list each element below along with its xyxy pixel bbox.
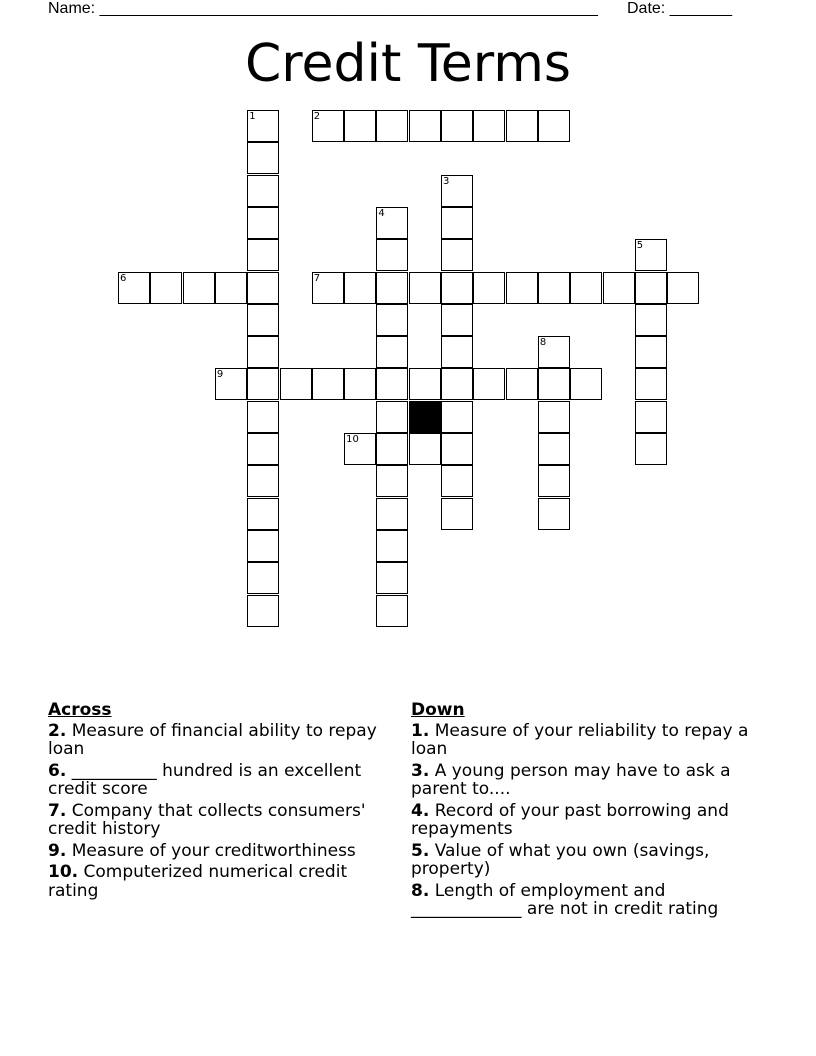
grid-cell[interactable]	[376, 562, 408, 594]
grid-cell[interactable]	[538, 465, 570, 497]
clue-number: 3	[443, 175, 450, 187]
across-heading: Across	[48, 700, 112, 720]
grid-cell[interactable]	[344, 368, 376, 400]
clue-down-4: 4. Record of your past borrowing and repayments	[411, 800, 729, 839]
grid-cell[interactable]	[376, 368, 408, 400]
grid-cell[interactable]	[473, 368, 505, 400]
grid-cell[interactable]	[538, 433, 570, 465]
grid-cell[interactable]	[376, 304, 408, 336]
grid-cell[interactable]	[635, 304, 667, 336]
grid-cell[interactable]	[635, 336, 667, 368]
grid-cell[interactable]	[247, 272, 279, 304]
down-clues	[411, 701, 761, 922]
grid-cell[interactable]	[441, 433, 473, 465]
grid-cell[interactable]	[538, 368, 570, 400]
grid-cell[interactable]	[247, 304, 279, 336]
grid-cell[interactable]	[409, 433, 441, 465]
clue-number: 2	[313, 111, 321, 122]
grid-cell[interactable]	[441, 207, 473, 239]
clue-down-5: 5. Value of what you own (savings, property)	[411, 840, 710, 879]
grid-cell[interactable]	[538, 336, 570, 368]
grid-cell[interactable]	[441, 336, 473, 368]
black-square	[409, 401, 441, 433]
grid-cell[interactable]	[635, 239, 667, 271]
grid-cell[interactable]	[247, 110, 279, 142]
grid-cell[interactable]	[635, 433, 667, 465]
grid-cell[interactable]	[247, 498, 279, 530]
grid-cell[interactable]	[344, 272, 376, 304]
grid-cell[interactable]	[247, 433, 279, 465]
name-field[interactable]: Name: ________________________________________________________	[48, 0, 598, 17]
grid-cell[interactable]	[376, 465, 408, 497]
grid-cell[interactable]	[409, 368, 441, 400]
grid-cell[interactable]	[667, 272, 699, 304]
grid-cell[interactable]	[538, 401, 570, 433]
grid-cell[interactable]	[506, 368, 538, 400]
grid-cell[interactable]	[441, 368, 473, 400]
grid-cell[interactable]	[570, 272, 602, 304]
grid-cell[interactable]	[376, 272, 408, 304]
grid-cell[interactable]	[409, 272, 441, 304]
grid-cell[interactable]	[215, 368, 247, 400]
clue-number: 9	[216, 369, 224, 381]
grid-cell[interactable]	[247, 465, 279, 497]
grid-cell[interactable]	[441, 401, 473, 433]
grid-cell[interactable]	[247, 562, 279, 594]
grid-cell[interactable]	[376, 498, 408, 530]
grid-cell[interactable]	[635, 401, 667, 433]
grid-cell[interactable]	[247, 595, 279, 627]
grid-cell[interactable]	[247, 175, 279, 207]
grid-cell[interactable]	[118, 272, 150, 304]
grid-cell[interactable]	[635, 368, 667, 400]
clue-number: 8	[539, 337, 547, 349]
clue-across-10: 10. Computerized numerical credit rating	[48, 862, 348, 901]
grid-cell[interactable]	[506, 110, 538, 142]
clue-across-9: 9. Measure of your creditworthiness	[48, 840, 356, 861]
grid-cell[interactable]	[376, 530, 408, 562]
grid-cell[interactable]	[150, 272, 182, 304]
clue-down-8: 8. Length of employment and _____________ are not in credit rating	[411, 880, 719, 919]
grid-cell[interactable]	[344, 433, 376, 465]
grid-cell[interactable]	[247, 142, 279, 174]
grid-cell[interactable]	[312, 272, 344, 304]
clue-down-3: 3. A young person may have to ask a parent to....	[411, 760, 731, 799]
grid-cell[interactable]	[441, 465, 473, 497]
grid-cell[interactable]	[376, 595, 408, 627]
grid-cell[interactable]	[376, 110, 408, 142]
clue-number: 7	[313, 272, 321, 284]
grid-cell[interactable]	[376, 207, 408, 239]
clue-number: 6	[120, 272, 127, 284]
grid-cell[interactable]	[247, 336, 279, 368]
grid-cell[interactable]	[538, 272, 570, 304]
grid-cell[interactable]	[441, 239, 473, 271]
grid-cell[interactable]	[635, 272, 667, 304]
clue-number: 4	[378, 207, 385, 219]
grid-cell[interactable]	[247, 368, 279, 400]
grid-cell[interactable]	[215, 272, 247, 304]
clue-number: 10	[346, 434, 359, 445]
grid-cell[interactable]	[441, 272, 473, 304]
grid-cell[interactable]	[473, 110, 505, 142]
page-title: Credit Terms	[244, 34, 572, 94]
clue-across-7: 7. Company that collects consumers' credit history	[48, 800, 366, 839]
grid-cell[interactable]	[409, 110, 441, 142]
grid-cell[interactable]	[247, 401, 279, 433]
across-clues	[48, 701, 393, 903]
clue-number: 1	[249, 111, 256, 122]
grid-cell[interactable]	[247, 207, 279, 239]
grid-cell[interactable]	[473, 272, 505, 304]
grid-cell[interactable]	[344, 110, 376, 142]
grid-cell[interactable]	[441, 304, 473, 336]
grid-cell[interactable]	[376, 336, 408, 368]
grid-cell[interactable]	[441, 498, 473, 530]
grid-cell[interactable]	[376, 239, 408, 271]
grid-cell[interactable]	[603, 272, 635, 304]
clue-down-1: 1. Measure of your reliability to repay a loan	[411, 720, 749, 759]
grid-cell[interactable]	[506, 272, 538, 304]
grid-cell[interactable]	[376, 401, 408, 433]
clue-across-6: 6. __________ hundred is an excellent credit score	[48, 760, 362, 799]
clue-across-2: 2. Measure of financial ability to repay loan	[48, 720, 377, 759]
grid-cell[interactable]	[570, 368, 602, 400]
grid-cell[interactable]	[247, 530, 279, 562]
grid-cell[interactable]	[538, 498, 570, 530]
grid-cell[interactable]	[538, 110, 570, 142]
grid-cell[interactable]	[247, 239, 279, 271]
grid-cell[interactable]	[312, 110, 344, 142]
grid-cell[interactable]	[441, 175, 473, 207]
clue-number: 5	[636, 240, 644, 252]
grid-cell[interactable]	[376, 433, 408, 465]
grid-cell[interactable]	[312, 368, 344, 400]
grid-cell[interactable]	[441, 110, 473, 142]
grid-cell[interactable]	[280, 368, 312, 400]
grid-cell[interactable]	[183, 272, 215, 304]
down-heading: Down	[411, 700, 465, 720]
date-field[interactable]: Date: _______	[627, 0, 732, 17]
